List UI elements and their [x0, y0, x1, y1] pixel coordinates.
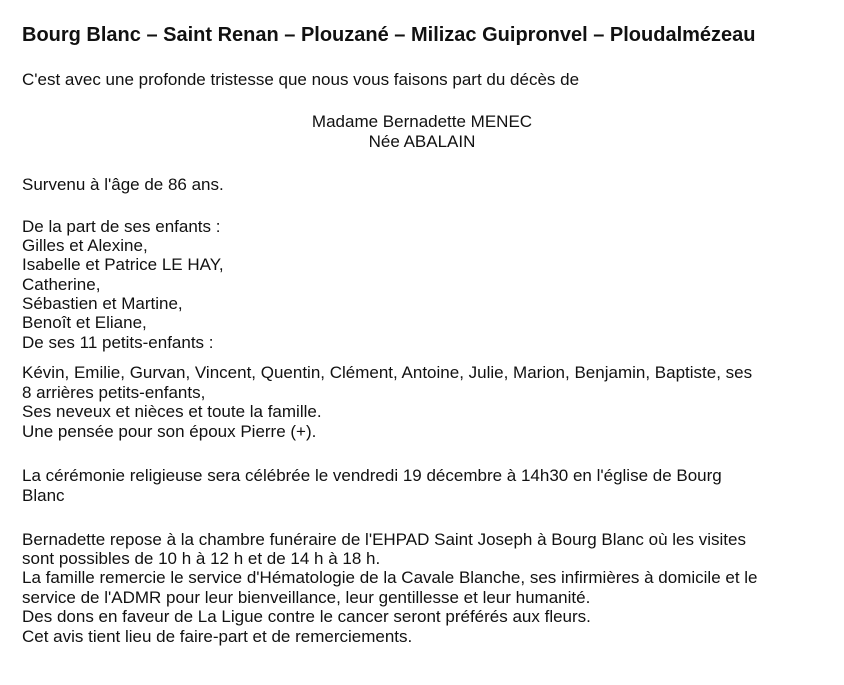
closing-line: Cet avis tient lieu de faire-part et de remerciements.: [22, 627, 413, 646]
family-line: De la part de ses enfants :: [22, 217, 221, 236]
family-line: Ses neveux et nièces et toute la famille.: [22, 402, 322, 421]
closing-line: sont possibles de 10 h à 12 h et de 14 h à 18 h.: [22, 549, 381, 568]
closing-line: service de l'ADMR pour leur bienveillance, leur gentillesse et leur humanité.: [22, 588, 591, 607]
closing-line: Des dons en faveur de La Ligue contre le cancer seront préférés aux fleurs.: [22, 607, 591, 626]
intro-text: C'est avec une profonde tristesse que nous vous faisons part du décès de: [22, 70, 580, 89]
notice-title: Bourg Blanc – Saint Renan – Plouzané – Milizac Guipronvel – Ploudalmézeau: [22, 24, 756, 46]
family-line: Gilles et Alexine,: [22, 236, 148, 255]
family-line: Une pensée pour son époux Pierre (+).: [22, 422, 317, 441]
ceremony-line: Blanc: [22, 486, 65, 505]
family-line: Benoît et Eliane,: [22, 313, 147, 332]
closing-line: La famille remercie le service d'Hématologie de la Cavale Blanche, ses infirmières à domicile et le: [22, 568, 758, 587]
deceased-name: Madame Bernadette MENEC: [311, 112, 533, 131]
family-line: Catherine,: [22, 275, 101, 294]
ceremony-line: La cérémonie religieuse sera célébrée le vendredi 19 décembre à 14h30 en l'église de Bourg: [22, 466, 722, 485]
age-line: Survenu à l'âge de 86 ans.: [22, 175, 224, 194]
family-line: 8 arrières petits-enfants,: [22, 383, 206, 402]
closing-line: Bernadette repose à la chambre funéraire de l'EHPAD Saint Joseph à Bourg Blanc où les visites: [22, 530, 746, 549]
deceased-maiden-name: Née ABALAIN: [368, 132, 476, 151]
family-line: Sébastien et Martine,: [22, 294, 183, 313]
family-line: Isabelle et Patrice LE HAY,: [22, 255, 224, 274]
family-line: Kévin, Emilie, Gurvan, Vincent, Quentin, Clément, Antoine, Julie, Marion, Benjamin, Baptiste, ses: [22, 363, 753, 382]
family-line: De ses 11 petits-enfants :: [22, 333, 214, 352]
